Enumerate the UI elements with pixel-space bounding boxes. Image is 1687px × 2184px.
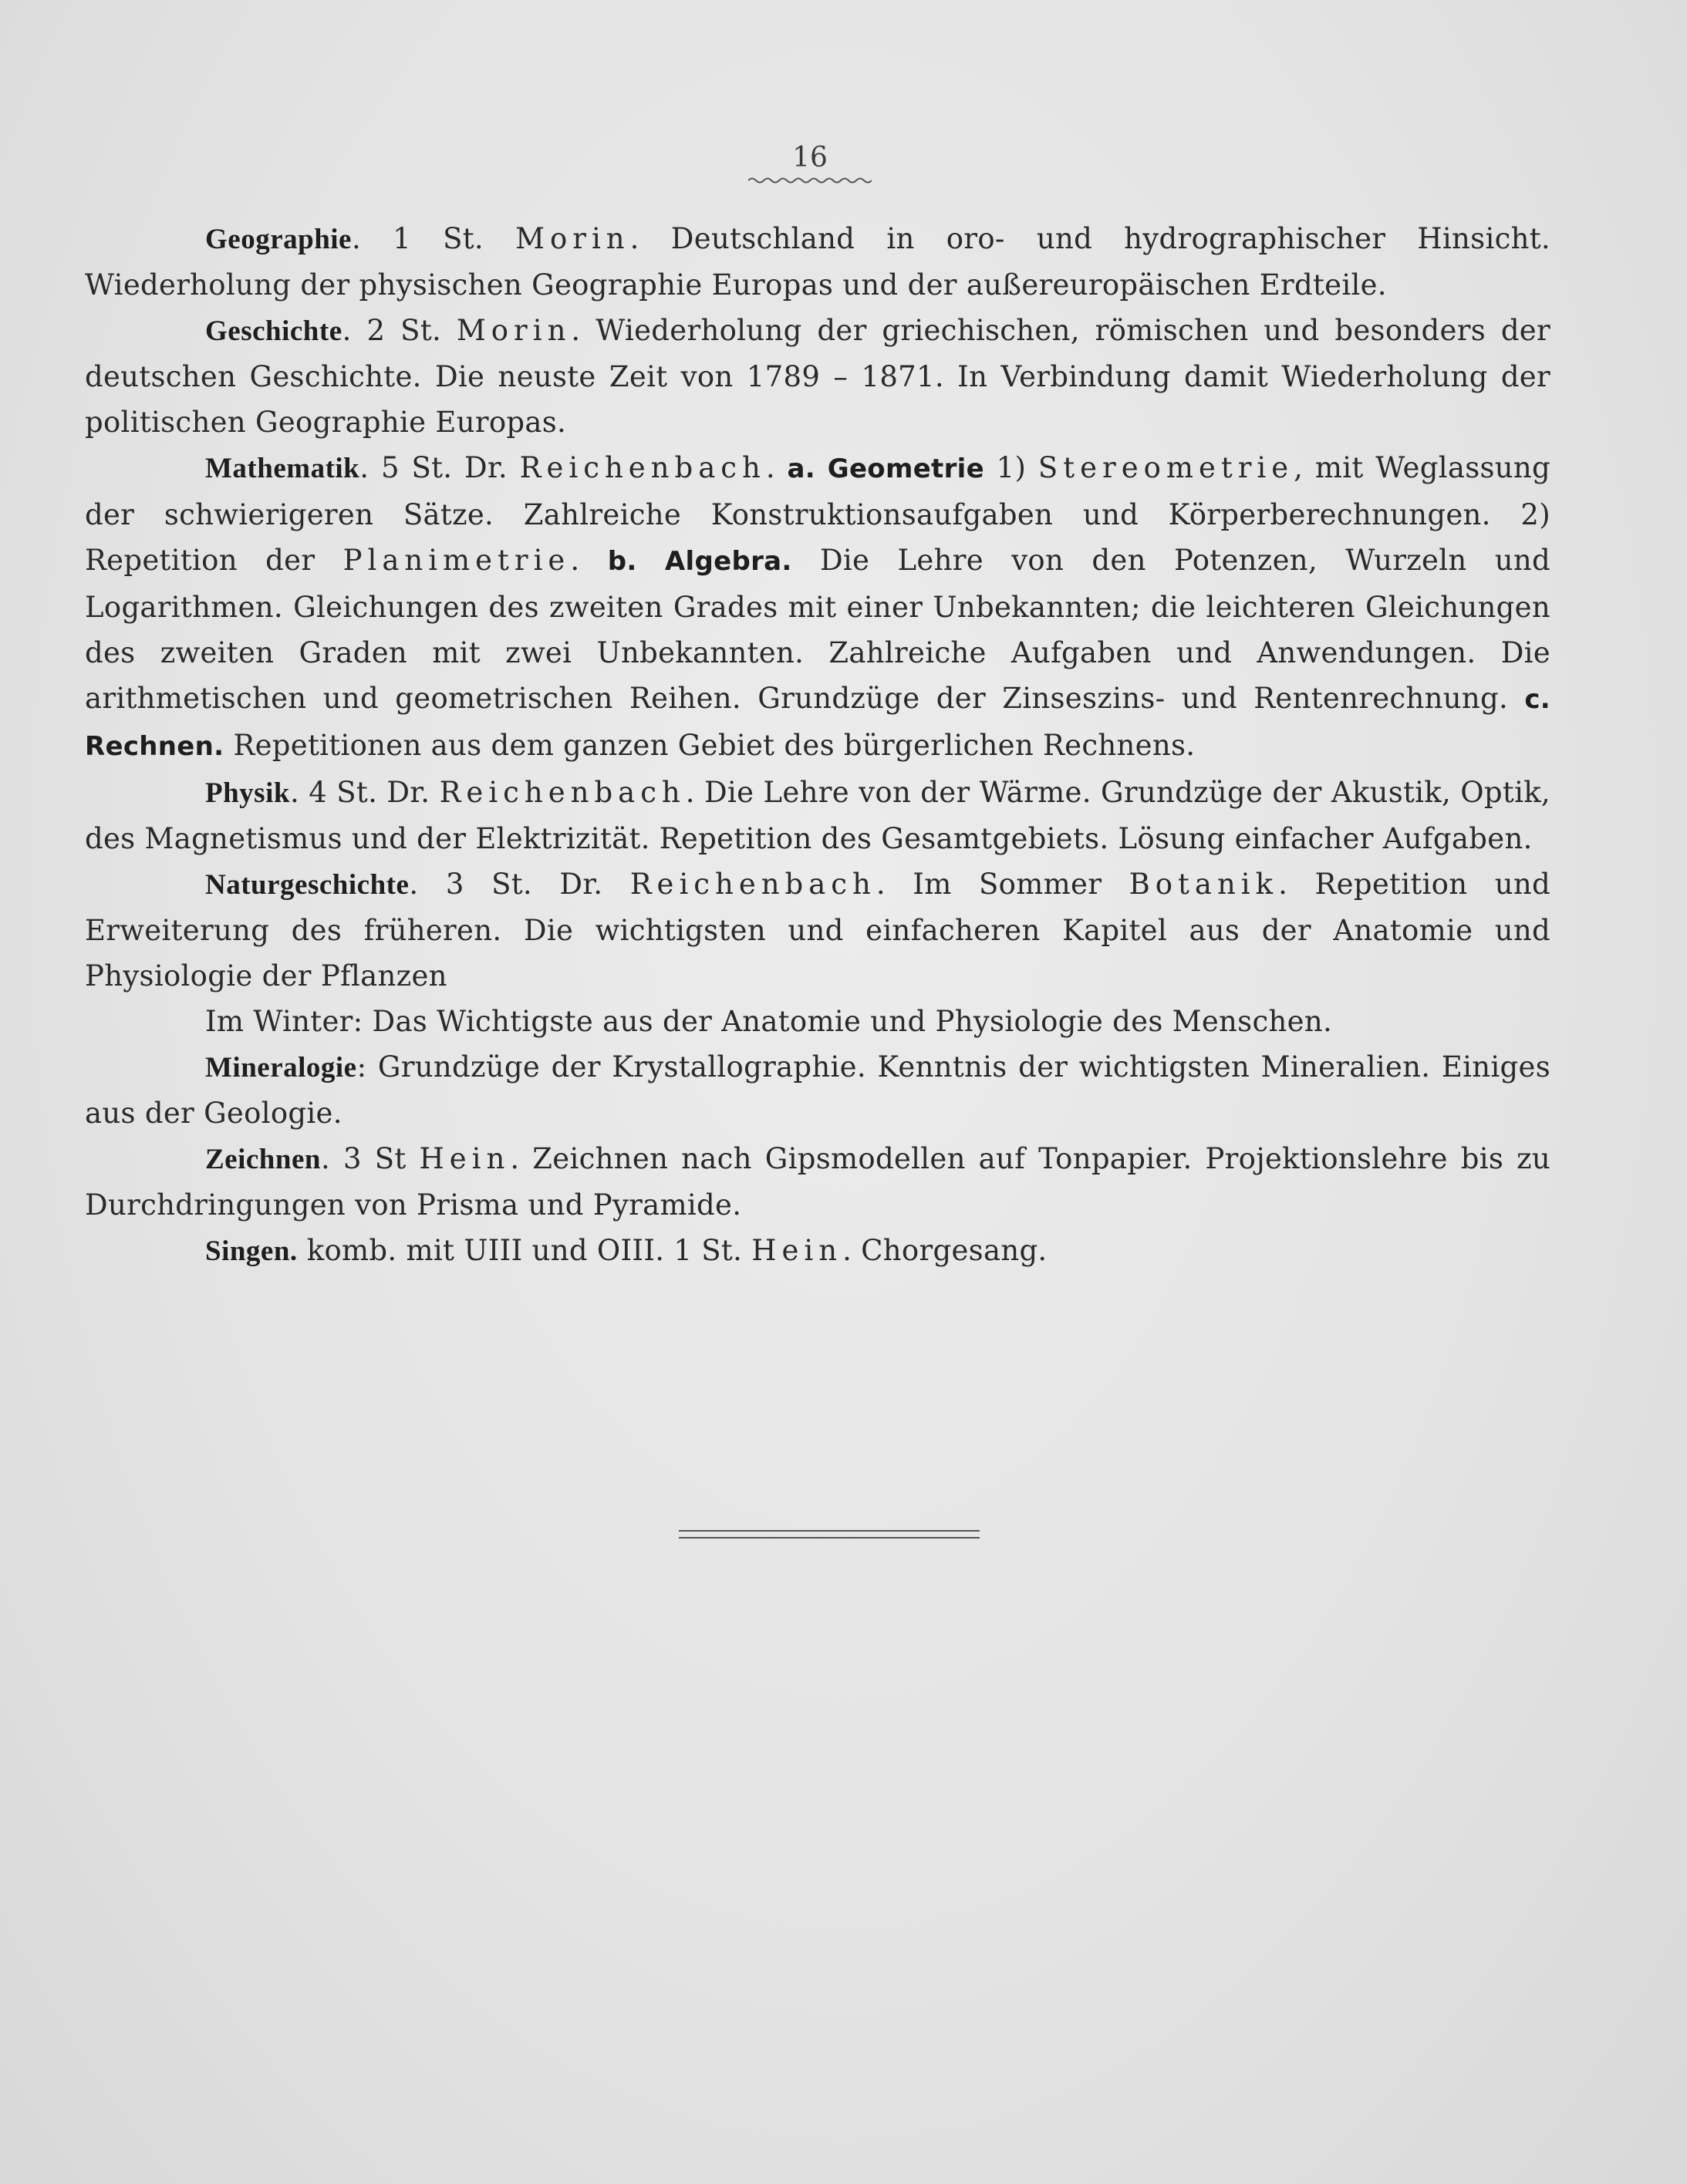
text-naturgeschichte-winter: Im Winter: Das Wichtigste aus der Anatomie und Physiologie des Menschen. [205, 1005, 1333, 1038]
heading-geographie: Geographie [205, 224, 352, 255]
section-naturgeschichte-winter [85, 999, 1550, 1044]
intro-geometrie: 1) [996, 451, 1027, 484]
section-singen [85, 1228, 1550, 1274]
text-algebra: Die Lehre von den Potenzen, Wurzeln und Logarithmen. Gleichungen des zweiten Grades mit einer Unbekannten; die leichteren Gleichungen des zweiten Graden mit zwei Unbekannten. Zahlreiche Aufgaben und Anwendungen. Die arithmetischen und geometrischen Reihen. Grundzüge der Zinseszins- und Rentenrechnung. [85, 544, 1551, 715]
teacher-physik: Reichenbach [439, 776, 686, 809]
term-planimetrie: Planimetrie [342, 544, 571, 577]
hours-geographie: . 1 St. [351, 222, 484, 255]
teacher-mathematik: Reichenbach [519, 451, 766, 484]
heading-geschichte: Geschichte [205, 315, 342, 347]
section-physik [85, 770, 1550, 861]
section-mathematik: Mathematik. 5 St. Dr. Reichenbach. a. Geometrie 1) Stereometrie, mit Weglassung der schwierigeren Sätze. Zahlreiche Konstruktionsaufgaben und Körperberechnungen. 2) Repetition der Planimetrie. b. Algebra. Die Lehre von den Potenzen, Wurzeln und Logarithmen. Gleichungen des zweiten Grades mit einer Unbekannten; die leichteren Gleichungen des zweiten Graden mit zwei Unbekannten. Zahlreiche Aufgaben und Anwendungen. Die arithmetischen und geometrischen Reihen. Grundzüge der Zinseszins- und Rentenrechnung. c. Rechnen. Repetitionen aus dem ganzen Gebiet des bürgerlichen Rechnens. [85, 451, 1551, 762]
hours-singen: komb. mit UIII und OIII. 1 St. [306, 1234, 743, 1267]
section-geographie [85, 216, 1550, 308]
hours-physik: . 4 St. Dr. [289, 776, 430, 809]
hours-naturgeschichte: . 3 St. Dr. [409, 868, 603, 901]
hours-geschichte: . 2 St. [342, 314, 442, 347]
text-naturgeschichte-1: . Im Sommer [876, 868, 1102, 901]
text-geschichte: . Wiederholung der griechischen, römischen und besonders der deutschen Geschichte. Die neuste Zeit von 1789 – 1871. In Verbindung damit Wiederholung der politischen Geographie Europas. [85, 314, 1550, 439]
hours-mathematik: . 5 St. Dr. [359, 451, 508, 484]
decorative-wavy-rule [748, 176, 872, 185]
section-mineralogie [85, 1044, 1550, 1136]
section-geschichte [85, 308, 1550, 445]
teacher-geschichte: Morin [456, 314, 572, 347]
text-rechnen: Repetitionen aus dem ganzen Gebiet des bürgerlichen Rechnens. [233, 729, 1196, 762]
heading-singen: Singen. [205, 1235, 298, 1267]
label-geometrie: a. Geometrie [787, 453, 984, 484]
text-geographie: . Deutschland in oro- und hydrographischer Hinsicht. Wiederholung der physischen Geographie Europas und der außereuropäischen Erdteile. [85, 222, 1550, 302]
teacher-naturgeschichte: Reichenbach [629, 868, 876, 901]
text-naturgeschichte-2: . Repetition und Erweiterung des früheren. Die wichtigsten und einfacheren Kapitel aus der Anatomie und Physiologie der Pflanzen [85, 868, 1550, 993]
curriculum-text [85, 216, 1550, 1274]
heading-physik: Physik [205, 777, 290, 809]
text-physik: . Die Lehre von der Wärme. Grundzüge der Akustik, Optik, des Magnetismus und der Elektrizität. Repetition des Gesamtgebiets. Lösung einfacher Aufgaben. [85, 776, 1550, 855]
teacher-singen: Hein [751, 1234, 843, 1267]
heading-naturgeschichte: Naturgeschichte [205, 869, 410, 901]
heading-mathematik: Mathematik [205, 453, 360, 484]
hours-zeichnen: . 3 St [320, 1142, 407, 1175]
teacher-zeichnen: Hein [419, 1142, 511, 1175]
page-number: 16 [792, 142, 828, 174]
text-geometrie: , mit Weglassung der schwierigeren Sätze. Zahlreiche Konstruktionsaufgaben und Körperberechnungen. 2) Repetition der [85, 451, 1551, 577]
section-naturgeschichte [85, 861, 1550, 999]
text-singen: . Chorgesang. [842, 1234, 1048, 1267]
label-rechnen: c. Rechnen. [85, 684, 1551, 762]
heading-zeichnen: Zeichnen [205, 1144, 321, 1175]
term-stereometrie: Stereometrie [1038, 451, 1294, 484]
text-mineralogie: : Grundzüge der Krystallographie. Kenntnis der wichtigsten Mineralien. Einiges aus der Geologie. [85, 1050, 1550, 1130]
text-zeichnen: . Zeichnen nach Gipsmodellen auf Tonpapier. Projektionslehre bis zu Durchdringungen von Prisma und Pyramide. [85, 1142, 1551, 1222]
term-botanik: Botanik [1129, 868, 1279, 901]
label-algebra: b. Algebra. [607, 546, 792, 577]
teacher-geographie: Morin [515, 222, 630, 255]
heading-mineralogie: Mineralogie [205, 1052, 357, 1084]
closing-double-rule [679, 1530, 980, 1539]
section-zeichnen [85, 1136, 1550, 1228]
